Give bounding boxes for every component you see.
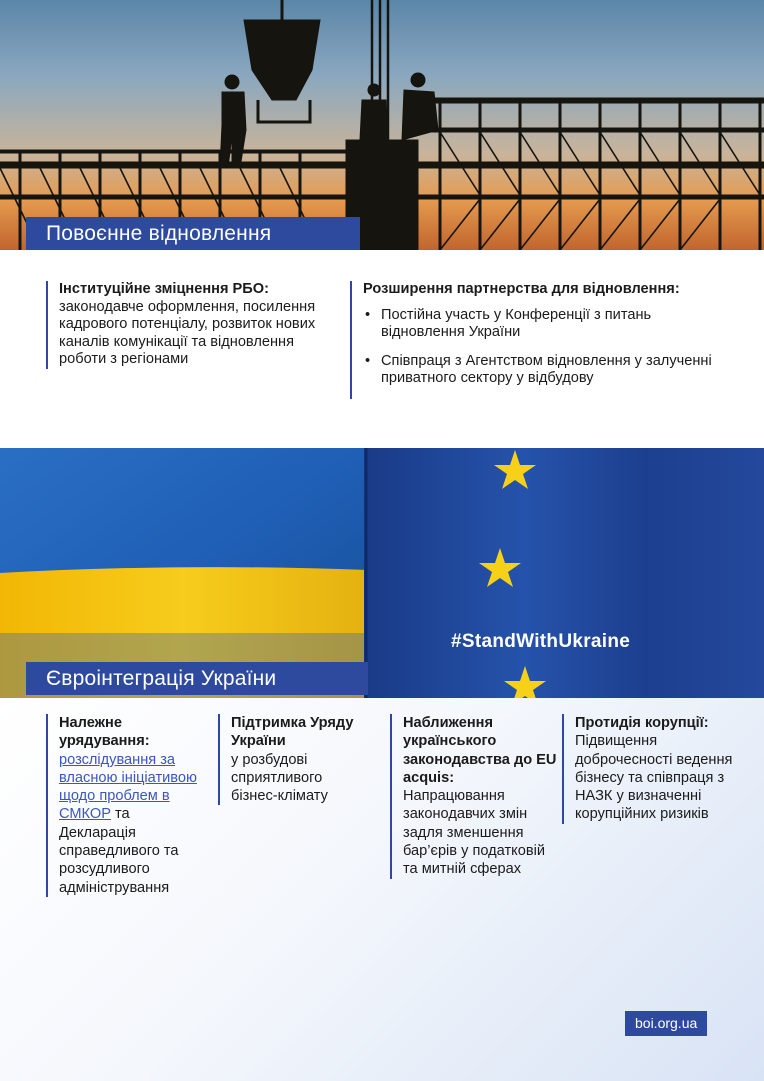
euro-column-anticorruption (562, 714, 735, 824)
recovery-col1-text: законодавче оформлення, посилення кадрового потенціалу, розвиток нових каналів комунікації та відновлення роботи з регіонами (59, 298, 316, 367)
euro-col1-heading: Належне урядування: (59, 715, 150, 750)
bullet-item: • Співпраця з Агентством відновлення у залученні приватного сектору у відбудову (363, 353, 733, 388)
section-title-eurointegration: Євроінтеграція України (26, 662, 368, 695)
euro-col4-heading: Протидія корупції: (575, 715, 709, 731)
euro-col2-heading: Підтримка Уряду України (231, 715, 354, 750)
recovery-column-institutional (46, 281, 324, 369)
construction-hero-image (0, 0, 764, 250)
euro-col2-text: у розбудові сприятливого бізнес-клімату (231, 751, 328, 805)
flags-hero-image (0, 448, 764, 698)
euro-col4-text: Підвищення доброчесності ведення бізнесу та співпраця з НАЗК у визначенні корупційних ризиків (575, 733, 733, 823)
bullet-item: • Постійна участь у Конференції з питань відновлення України (363, 307, 733, 342)
euro-column-legislation (390, 714, 558, 879)
euro-col3-text: Напрацювання законодавчих змін задля зменшення бар’єрів у податковій та митній сферах (403, 788, 545, 878)
investigation-link[interactable]: розслідування за власною ініціативою щодо проблем в СМКОР (59, 751, 197, 823)
hashtag-label: #StandWithUkraine (451, 631, 631, 652)
construction-silhouette (0, 0, 764, 250)
recovery-column-partnership (350, 281, 733, 399)
euro-col1-text: та Декларація справедливого та розсудливого адміністрування (59, 806, 179, 896)
euro-col3-heading: Наближення українського законодавства до EU acquis: (403, 715, 557, 786)
ukraine-eu-flags (0, 448, 764, 698)
euro-column-government-support (218, 714, 361, 805)
partnership-bullet-list (363, 307, 733, 388)
recovery-col2-heading: Розширення партнерства для відновлення: (363, 281, 680, 297)
website-badge[interactable]: boi.org.ua (625, 1011, 707, 1036)
euro-column-governance (46, 714, 209, 897)
recovery-col1-heading: Інституційне зміцнення РБО: (59, 281, 269, 297)
section-title-recovery: Повоєнне відновлення (26, 217, 360, 250)
